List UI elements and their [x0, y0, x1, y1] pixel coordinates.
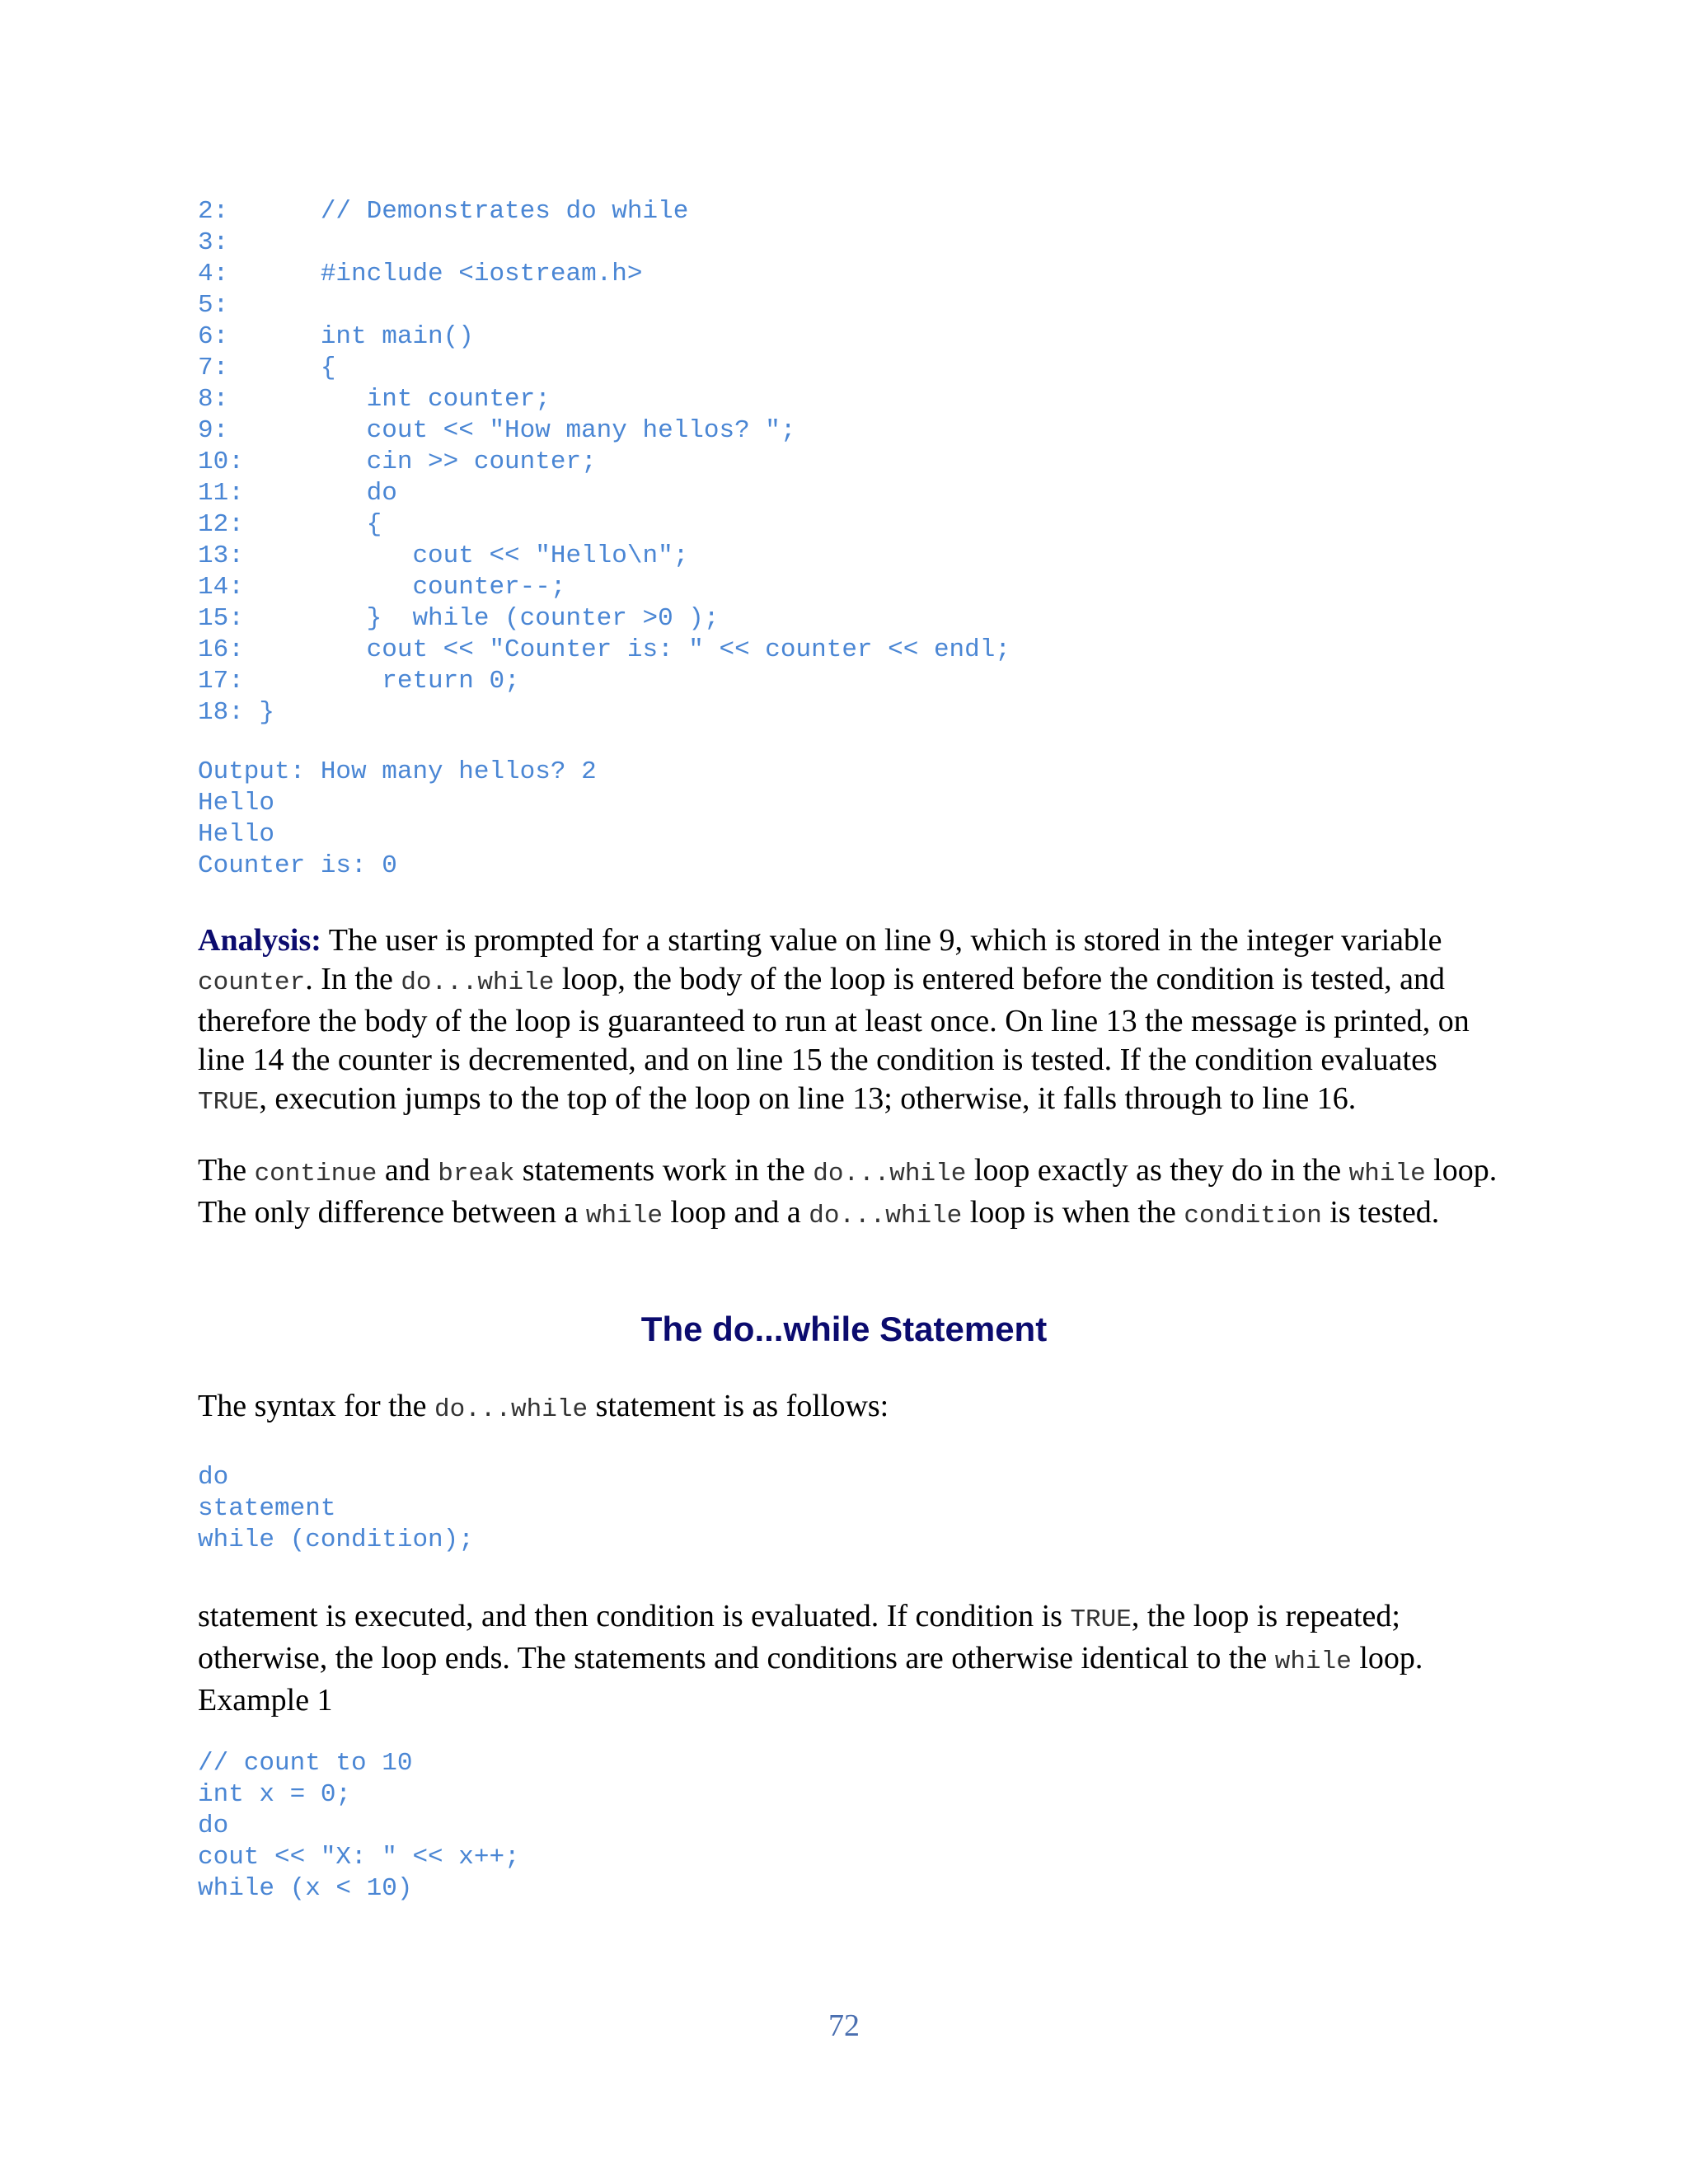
- inline-code: do...while: [401, 968, 555, 997]
- code-line: do: [198, 1463, 229, 1492]
- output-line: Counter is: 0: [198, 851, 397, 880]
- inline-code: do...while: [813, 1160, 967, 1188]
- code-line: 13: cout << "Hello\n";: [198, 541, 689, 570]
- text-run: and: [377, 1153, 438, 1188]
- output-line: Hello: [198, 820, 275, 849]
- code-line: 7: {: [198, 354, 336, 382]
- code-line: 16: cout << "Counter is: " << counter << endl;: [198, 635, 1010, 664]
- syntax-description: [198, 1597, 1508, 1720]
- inline-code: while: [1274, 1647, 1352, 1676]
- page-number: 72: [828, 2008, 860, 2043]
- output-line: Output: How many hellos? 2: [198, 757, 597, 786]
- inline-code: break: [438, 1160, 515, 1188]
- text-run: , the loop is repeated; otherwise, the loop ends. The statements and conditions are otherwise identical to the: [198, 1599, 1400, 1675]
- syntax-code-block: [198, 1462, 474, 1556]
- text-run: The: [198, 1153, 255, 1188]
- code-line: 2: // Demonstrates do while: [198, 197, 689, 226]
- text-run: statement is as follows:: [588, 1389, 889, 1423]
- text-run: loop is when the: [962, 1195, 1184, 1230]
- inline-code: do...while: [434, 1395, 588, 1424]
- code-line: 14: counter--;: [198, 573, 566, 602]
- inline-code: condition: [1184, 1202, 1322, 1230]
- inline-code: do...while: [809, 1202, 963, 1230]
- analysis-label: Analysis:: [198, 923, 321, 958]
- code-line: 4: #include <iostream.h>: [198, 260, 643, 288]
- code-line: cout << "X: " << x++;: [198, 1843, 520, 1872]
- code-line: 17: return 0;: [198, 667, 520, 696]
- code-line: 18: }: [198, 698, 275, 727]
- code-line: 3:: [198, 228, 229, 257]
- text-run: The user is prompted for a starting value on line 9, which is stored in the integer variable: [321, 923, 1442, 958]
- inline-code: TRUE: [1070, 1605, 1132, 1634]
- text-run: The syntax for the: [198, 1389, 435, 1423]
- text-run: is tested.: [1321, 1195, 1440, 1230]
- inline-code: counter: [198, 968, 306, 997]
- output-line: Hello: [198, 789, 275, 818]
- text-run: statement is executed, and then condition is evaluated. If condition is: [198, 1599, 1071, 1633]
- code-line: 5:: [198, 291, 229, 320]
- inline-code: while: [585, 1202, 663, 1230]
- code-line: while (x < 10): [198, 1874, 413, 1903]
- text-run: statements work in the: [514, 1153, 814, 1188]
- continue-break-paragraph: [198, 1151, 1508, 1235]
- text-run: loop, the body of the loop is entered before the condition is tested, and therefore the body of the loop is guaranteed to run at least once. On line 13 the message is printed, on line 14 the counter is decremented, and on line 15 the condition is tested. If the condition evaluates: [198, 962, 1470, 1077]
- code-line: 10: cin >> counter;: [198, 448, 597, 476]
- text-run: loop exactly as they do in the: [966, 1153, 1349, 1188]
- code-line: 8: int counter;: [198, 385, 551, 414]
- section-heading: The do...while Statement: [640, 1310, 1048, 1348]
- code-line: 15: } while (counter >0 );: [198, 604, 720, 633]
- code-line: int x = 0;: [198, 1780, 352, 1809]
- code-line: statement: [198, 1494, 336, 1523]
- code-line: // count to 10: [198, 1749, 413, 1778]
- analysis-paragraph: [198, 921, 1508, 1122]
- inline-code: TRUE: [198, 1088, 260, 1117]
- code-line: 12: {: [198, 510, 382, 539]
- inline-code: continue: [254, 1160, 377, 1188]
- text-run: , execution jumps to the top of the loop on line 13; otherwise, it falls through to line 16.: [259, 1081, 1357, 1116]
- code-line: 9: cout << "How many hellos? ";: [198, 416, 796, 445]
- code-listing: [198, 196, 1010, 729]
- syntax-intro: [198, 1387, 1508, 1429]
- example-code-block: [198, 1748, 520, 1905]
- text-run: loop. The only difference between a: [198, 1153, 1498, 1230]
- code-line: 6: int main(): [198, 322, 474, 351]
- program-output: [198, 757, 597, 882]
- text-run: . In the: [305, 962, 401, 996]
- code-line: while (condition);: [198, 1526, 474, 1554]
- inline-code: while: [1348, 1160, 1426, 1188]
- text-run: loop. Example 1: [198, 1641, 1423, 1718]
- code-line: 11: do: [198, 479, 397, 508]
- text-run: loop and a: [662, 1195, 809, 1230]
- code-line: do: [198, 1811, 229, 1840]
